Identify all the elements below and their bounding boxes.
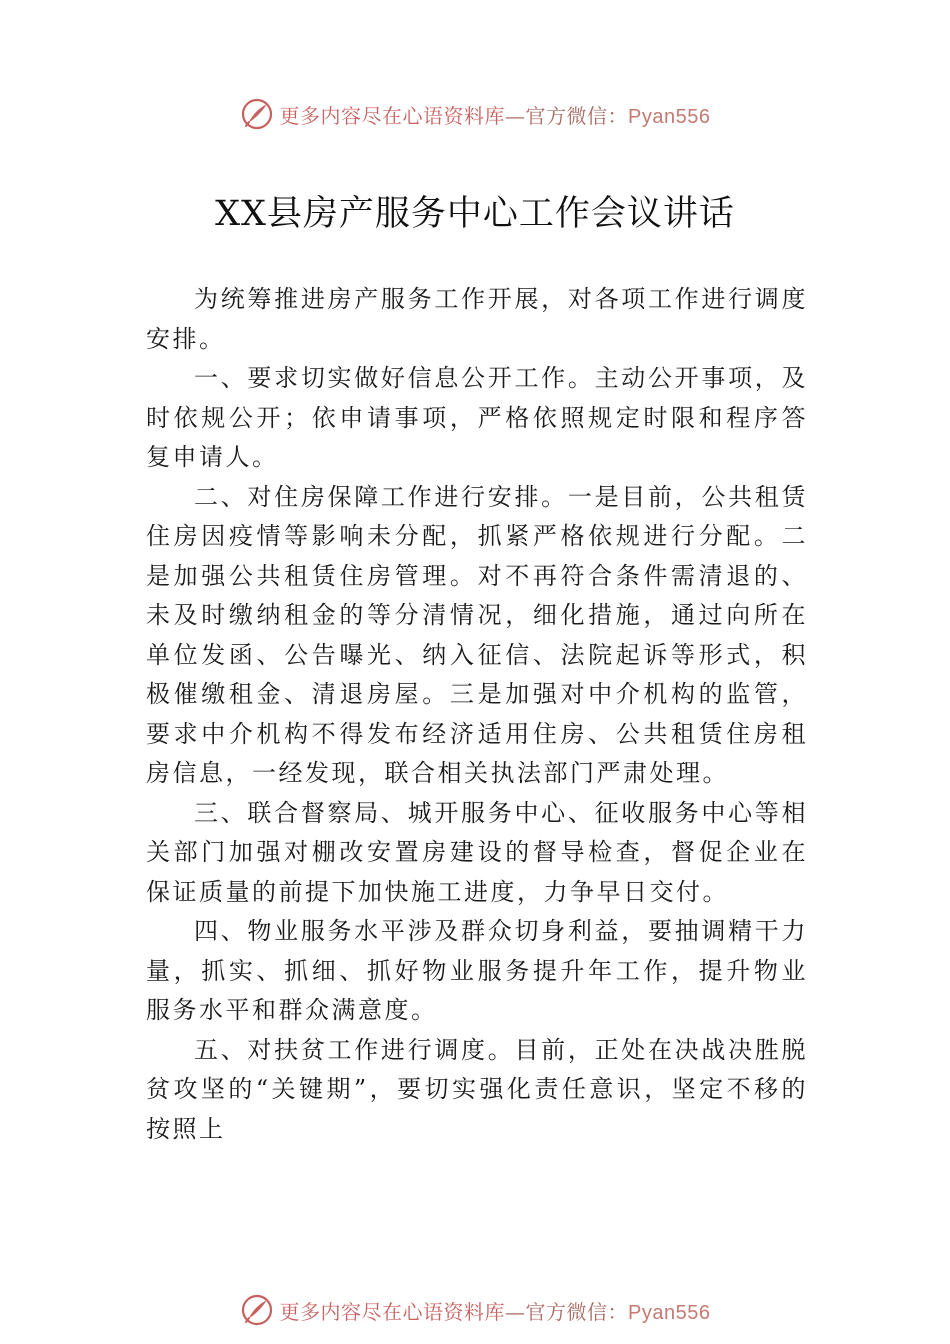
watermark-wechat-label: 官方微信： (525, 103, 629, 128)
watermark-separator: — (505, 1299, 526, 1324)
document-title: XX县房产服务中心工作会议讲话 (215, 194, 735, 234)
watermark-text (280, 100, 711, 129)
quill-pen-logo-icon (240, 97, 274, 131)
watermark-wechat-id: Pyan556 (628, 105, 711, 128)
paragraph-section-3: 三、联合督察局、城开服务中心、征收服务中心等相关部门加强对棚改安置房建设的督导检查，督促企业在保证质量的前提下加快施工进度，力争早日交付。 (146, 798, 808, 906)
document-body (146, 280, 808, 1149)
watermark-separator: — (505, 103, 526, 128)
quill-pen-logo-icon (240, 1293, 274, 1327)
watermark-footer (0, 1290, 950, 1330)
watermark-wechat-label: 官方微信： (525, 1299, 629, 1324)
watermark-site-text: 更多内容尽在心语资料库 (279, 1299, 506, 1324)
watermark-text (280, 1296, 711, 1325)
paragraph-intro: 为统筹推进房产服务工作开展，对各项工作进行调度安排。 (146, 285, 808, 353)
paragraph-section-1: 一、要求切实做好信息公开工作。主动公开事项，及时依规公开；依申请事项，严格依照规定时限和程序答复申请人。 (146, 364, 808, 471)
watermark-wechat-id: Pyan556 (628, 1301, 711, 1324)
watermark-header (0, 94, 950, 134)
paragraph-section-5: 五、对扶贫工作进行调度。目前，正处在决战决胜脱贫攻坚的“关键期”，要切实强化责任意识，坚定不移的按照上 (146, 1035, 808, 1143)
watermark-site-text: 更多内容尽在心语资料库 (279, 103, 506, 128)
paragraph-section-2: 二、对住房保障工作进行安排。一是目前，公共租赁住房因疫情等影响未分配，抓紧严格依规进行分配。二是加强公共租赁住房管理。对不再符合条件需清退的、未及时缴纳租金的等分清情况，细化措施，通过向所在单位发函、公告曝光、纳入征信、法院起诉等形式，积极催缴租金、清退房屋。三是加强对中介机构的监管，要求中介机构不得发布经济适用住房、公共租赁住房租房信息，一经发现，联合相关执法部门严肃处理。 (146, 482, 808, 787)
paragraph-section-4: 四、物业服务水平涉及群众切身利益，要抽调精干力量，抓实、抓细、抓好物业服务提升年工作，提升物业服务水平和群众满意度。 (146, 917, 808, 1024)
